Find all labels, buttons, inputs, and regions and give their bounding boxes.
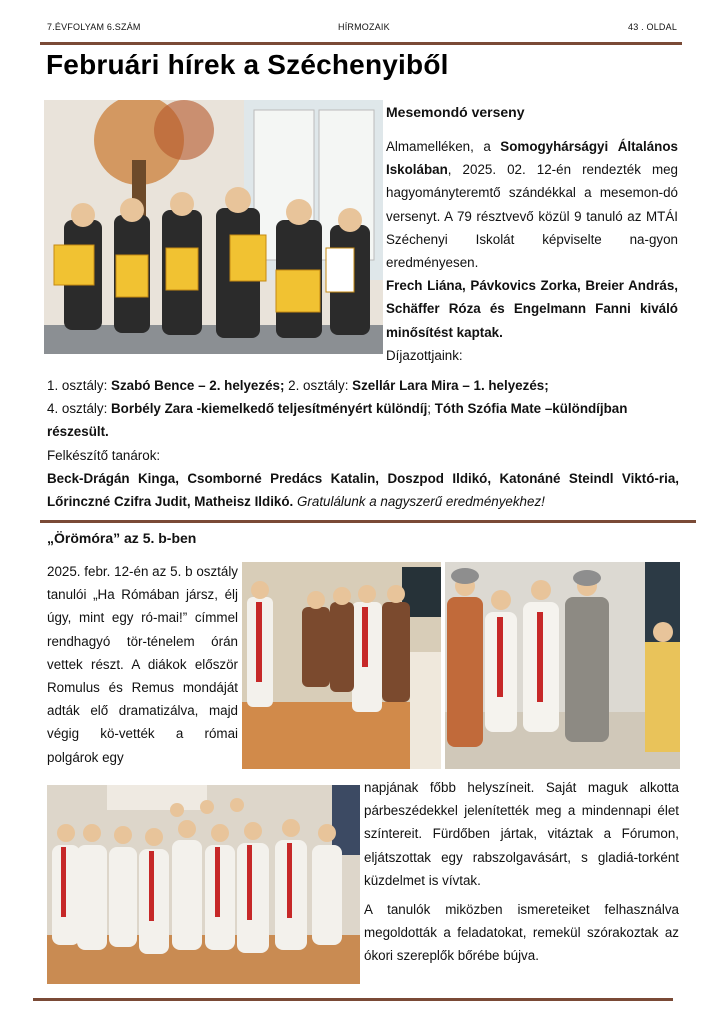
teachers-list: Beck-Drágán Kinga, Csomborné Predács Katalin, Doszpod Ildikó, Katonáné Steindl Viktó-ria, Lőrinczné Czifra Judit, Matheisz Ildikó.	[47, 470, 679, 510]
page-number: 43 . OLDAL	[628, 22, 678, 32]
classroom-photo-1	[242, 562, 441, 769]
winners-label: Díjazottjaink:	[386, 347, 463, 363]
article2-heading: „Örömóra” az 5. b-ben	[47, 530, 197, 546]
article1-results	[47, 374, 679, 513]
teachers-label: Felkészítő tanárok:	[47, 447, 161, 463]
class1-label: 1. osztály:	[47, 378, 112, 393]
header-rule	[40, 42, 682, 45]
article2-right-paragraph-1: napjának főbb helyszíneit. Saját maguk alkotta párbeszédekkel jelenítették meg a mindennapi élet színtereit. Fürdőben jártak, vitáztak a Fórumon, eljátszottak egy rabszolgavásárt, s gladiá-torként küzdelmet is vívtak.	[364, 780, 679, 888]
section-rule	[40, 520, 696, 523]
class4-label: 4. osztály:	[47, 401, 112, 417]
congratulations: Gratulálunk a nagyszerű eredményekhez!	[293, 494, 545, 510]
class2-winner: Szellár Lara Mira – 1. helyezés;	[352, 378, 549, 393]
magazine-name: HÍRMOZAIK	[338, 22, 390, 32]
intro-text-a: Almamelléken, a	[386, 139, 501, 154]
classroom-photo-2	[445, 562, 680, 769]
article2-right-text	[364, 776, 679, 968]
intro-text-c: , 2025. 02. 12-én rendezték meg hagyományteremtő szándékkal a mesemon-dó versenyt. A 79 résztvevő közül 9 tanuló az MTÁI Széchenyi Iskolát képviselte na-gyon eredményesen.	[386, 162, 678, 271]
group-photo	[47, 785, 360, 984]
class2-label: 2. osztály:	[284, 378, 353, 393]
class4-winner-1: Borbély Zara -kiemelkedő teljesítményért különdíj	[111, 401, 428, 417]
class1-winner: Szabó Bence – 2. helyezés;	[111, 378, 285, 393]
qualified-students: Frech Liána, Pávkovics Zorka, Breier András, Schäffer Róza és Engelmann Fanni kiváló minősítést kaptak.	[386, 278, 678, 340]
class4-winner-2: Tóth Szófia Mate –különdíjban részesült.	[47, 401, 628, 440]
article1-heading: Mesemondó verseny	[386, 104, 525, 120]
school-name: Somogyhárságyi Általános Iskolában	[386, 139, 678, 178]
article2-left-text	[47, 560, 238, 769]
footer-rule	[33, 998, 673, 1001]
article2-right-paragraph-2: A tanulók miközben ismereteiket felhasználva megoldották a feladatokat, remekül szórakoztak az ókori szereplők bőrébe bújva.	[364, 902, 679, 964]
award-photo	[44, 100, 383, 354]
article1-intro	[386, 135, 678, 367]
article2-left-paragraph: 2025. febr. 12-én az 5. b osztály tanulói „Ha Rómában jársz, élj úgy, mint egy ró-mai!” címmel rendhagyó tör-ténelem órán vettek részt. A diákok először Romulus és Remus mondáját adták elő dramatizálva, majd végig kö-vették a római polgárok egy	[47, 564, 238, 765]
page-title: Februári hírek a Széchenyiből	[46, 49, 449, 80]
separator: ;	[427, 401, 435, 417]
issue-label: 7.ÉVFOLYAM 6.SZÁM	[47, 22, 141, 32]
